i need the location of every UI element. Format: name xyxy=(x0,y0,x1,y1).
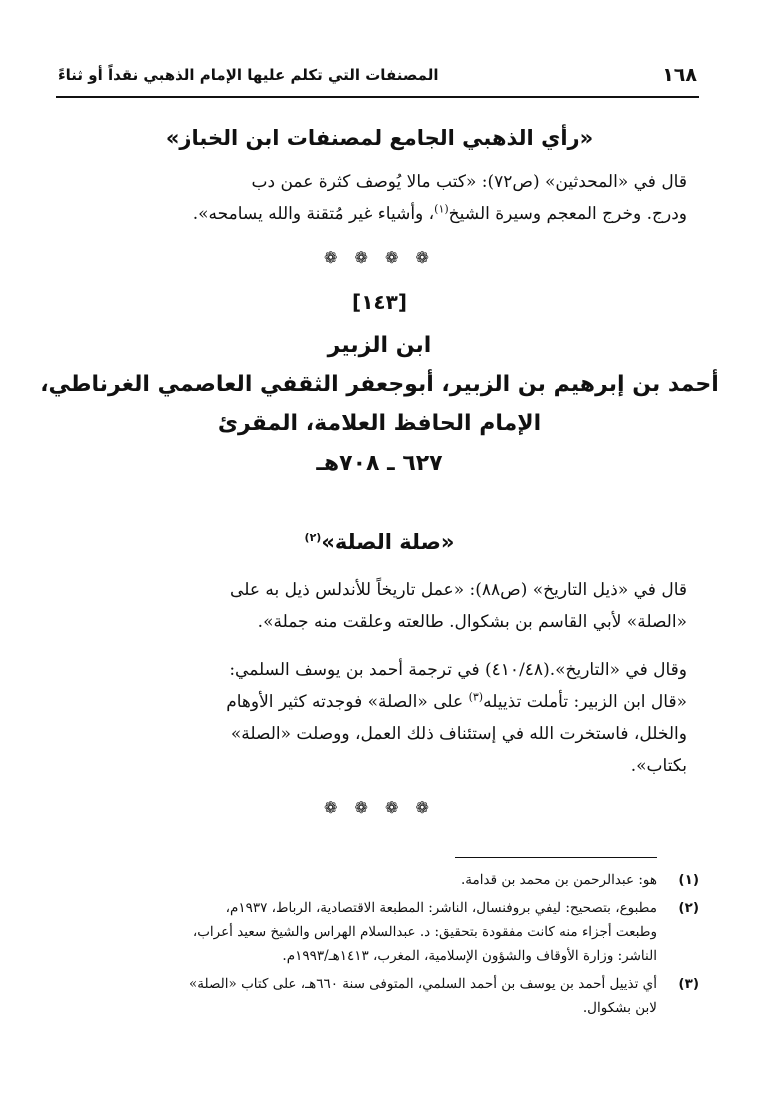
footnote-ref: (٢) xyxy=(304,531,322,544)
paragraph-line: قال في «المحدثين» (ص٧٢): «كتب مالا يُوصف كثرة عمن دب xyxy=(251,172,687,192)
footnote xyxy=(64,972,699,1020)
footnote-marker: (١) xyxy=(678,872,699,888)
paragraph-line: ودرج. وخرج المعجم وسيرة الشيخ$^{(١)}$، وأشياء غير مُتقنة والله يسامحه». xyxy=(192,202,687,224)
footnote xyxy=(64,868,699,892)
running-header xyxy=(58,58,697,92)
ornament-separator: ❁ ❁ ❁ ❁ xyxy=(324,248,435,267)
paragraph-dhayl-al-tarikh xyxy=(64,574,687,638)
paragraph-line: «قال ابن الزبير: تأملت تذييله$^{(٣)}$ على «الصلة» فوجدته كثير الأوهام xyxy=(226,690,687,712)
header-rule xyxy=(56,96,699,98)
page-number: ١٦٨ xyxy=(662,64,697,86)
section-title-silat-al-sila: «صلة الصلة»$^{(٢)}$ xyxy=(304,530,455,554)
paragraph-muhaddithin xyxy=(64,166,687,230)
footnote-rule xyxy=(455,857,657,858)
entry-short-name: ابن الزبير xyxy=(327,333,432,358)
footnote-text: مطبوع، بتصحيح: ليفي بروفنسال، الناشر: المطبعة الاقتصادية، الرباط، ١٩٣٧م، وطبعت أجزاء منه كانت مفقودة بتحقيق: د. عبدالسلام الهراس والشيخ سعيد أعراب، الناشر: وزارة الأوقاف والشؤون الإسلامية، المغرب، ١٤١٣هـ/١٩٩٣م. xyxy=(192,900,657,964)
footnote-marker: (٣) xyxy=(678,976,699,992)
entry-dates: ٦٢٧ ـ ٧٠٨هـ xyxy=(316,451,443,476)
entry-full-name: أحمد بن إبرهيم بن الزبير، أبوجعفر الثقفي العاصمي الغرناطي، xyxy=(40,372,719,397)
footnote-marker: (٢) xyxy=(678,900,699,916)
paragraph-line: «الصلة» لأبي القاسم بن بشكوال. طالعته وعلقت منه جملة». xyxy=(257,612,687,632)
paragraph-line: قال في «ذيل التاريخ» (ص٨٨): «عمل تاريخاً للأندلس ذيل به على xyxy=(230,580,687,600)
ornament-separator: ❁ ❁ ❁ ❁ xyxy=(324,798,435,817)
footnotes xyxy=(64,868,699,1024)
paragraph-al-tarikh xyxy=(64,654,687,782)
running-title: المصنفات التي تكلم عليها الإمام الذهبي نقداً أو ثناءً xyxy=(58,66,439,84)
paragraph-line: والخلل، فاستخرت الله في إستئناف ذلك العمل، ووصلت «الصلة» xyxy=(230,724,687,744)
footnote-ref: (٣) xyxy=(468,690,484,704)
paragraph-line: وقال في «التاريخ».(٤١٠/٤٨) في ترجمة أحمد بن يوسف السلمي: xyxy=(229,660,687,680)
entry-titles: الإمام الحافظ العلامة، المقرئ xyxy=(217,411,542,436)
footnote-ref: (١) xyxy=(434,202,449,216)
entry-number: [١٤٣] xyxy=(352,290,407,314)
footnote xyxy=(64,896,699,968)
paragraph-line: بكتاب». xyxy=(630,756,687,776)
footnote-text: هو: عبدالرحمن بن محمد بن قدامة. xyxy=(460,872,657,888)
section-title-ibn-al-khabbaz: «رأي الذهبي الجامع لمصنفات ابن الخباز» xyxy=(165,126,594,150)
footnote-text: أي تذييل أحمد بن يوسف بن أحمد السلمي، المتوفى سنة ٦٦٠هـ، على كتاب «الصلة» لابن بشكوال. xyxy=(189,976,657,1016)
